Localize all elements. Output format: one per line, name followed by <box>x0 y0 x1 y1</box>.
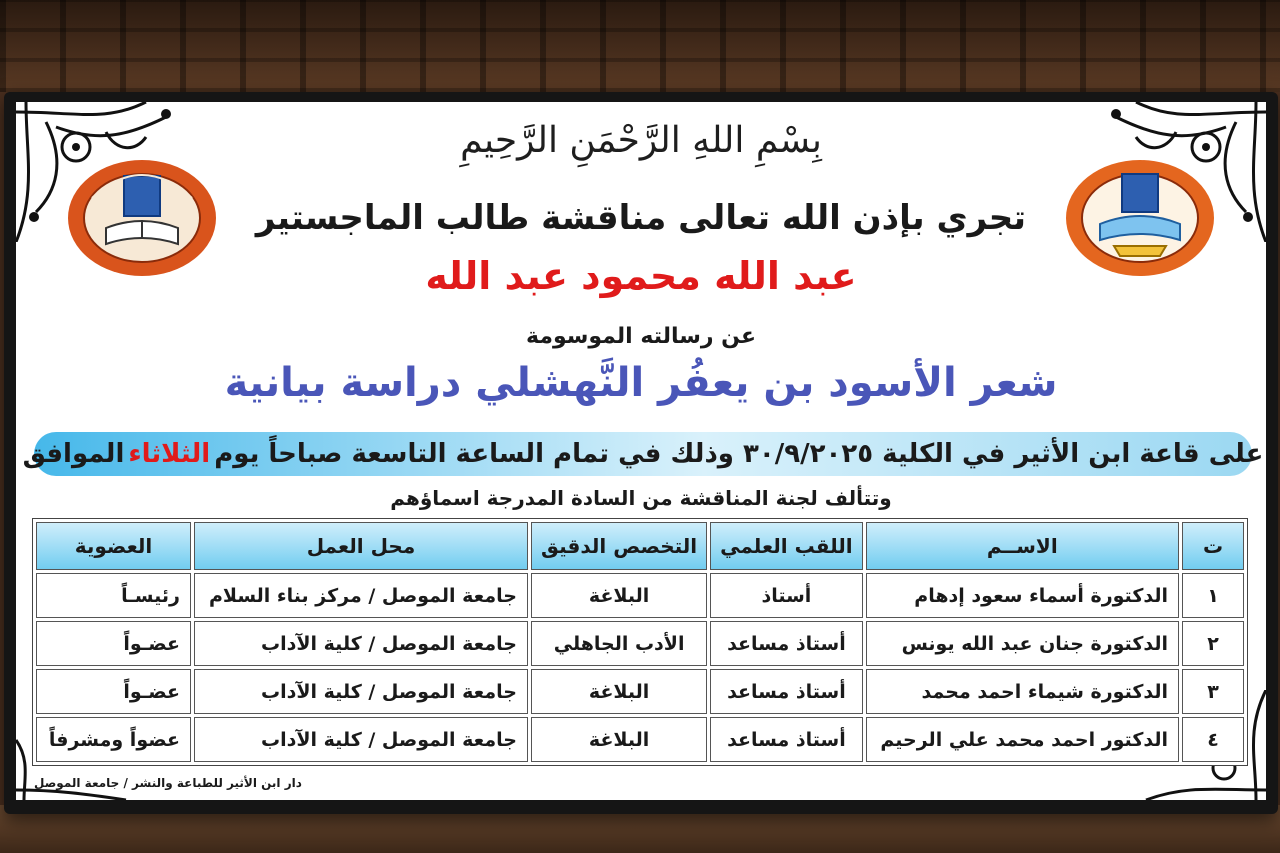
venue-bar <box>22 432 1264 476</box>
header-spec: التخصص الدقيق <box>531 522 707 570</box>
cell-work: جامعة الموصل / مركز بناء السلام <box>194 573 528 618</box>
cell-role: عضواً ومشرفاً <box>36 717 191 762</box>
header-role: العضوية <box>36 522 191 570</box>
cell-spec: البلاغة <box>531 573 707 618</box>
cell-title: أستاذ مساعد <box>710 621 862 666</box>
venue-text-hall: على قاعة ابن الأثير في الكلية <box>882 439 1264 469</box>
cell-title: أستاذ <box>710 573 862 618</box>
cell-work: جامعة الموصل / كلية الآداب <box>194 669 528 714</box>
venue-text-time: وذلك في تمام الساعة التاسعة صباحاً يوم <box>214 439 734 469</box>
cell-work: جامعة الموصل / كلية الآداب <box>194 621 528 666</box>
cell-title: أستاذ مساعد <box>710 717 862 762</box>
header-work: محل العمل <box>194 522 528 570</box>
cell-num: ٣ <box>1182 669 1244 714</box>
cell-role: رئيسـاً <box>36 573 191 618</box>
cell-num: ١ <box>1182 573 1244 618</box>
thesis-intro: عن رسالته الموسومة <box>525 324 757 349</box>
ceiling-background <box>0 0 1280 92</box>
cell-spec: الأدب الجاهلي <box>531 621 707 666</box>
header-name: الاســم <box>866 522 1179 570</box>
cell-name: الدكتورة أسماء سعود إدهام <box>866 573 1179 618</box>
cell-work: جامعة الموصل / كلية الآداب <box>194 717 528 762</box>
table-header-row <box>36 522 1244 570</box>
venue-day: الثلاثاء <box>128 439 211 469</box>
table-row <box>36 621 1244 666</box>
header-num: ت <box>1182 522 1244 570</box>
announcement-screen <box>16 102 1266 800</box>
footer-credit: دار ابن الأثير للطباعة والنشر / جامعة الموصل <box>34 776 302 790</box>
table-row <box>36 573 1244 618</box>
student-name: عبد الله محمود عبد الله <box>425 254 857 298</box>
announcement-line: تجري بإذن الله تعالى مناقشة طالب الماجستير <box>255 198 1027 238</box>
table-row <box>36 717 1244 762</box>
cell-role: عضـواً <box>36 669 191 714</box>
cell-name: الدكتورة شيماء احمد محمد <box>866 669 1179 714</box>
header-title: اللقب العلمي <box>710 522 862 570</box>
committee-table <box>32 518 1248 766</box>
committee-intro: وتتألف لجنة المناقشة من السادة المدرجة اسماؤهم <box>390 486 892 510</box>
cell-num: ٤ <box>1182 717 1244 762</box>
cell-name: الدكتورة جنان عبد الله يونس <box>866 621 1179 666</box>
cell-name: الدكتور احمد محمد علي الرحيم <box>866 717 1179 762</box>
cell-num: ٢ <box>1182 621 1244 666</box>
cell-title: أستاذ مساعد <box>710 669 862 714</box>
venue-text-agreed: الموافق <box>22 439 125 469</box>
cell-role: عضـواً <box>36 621 191 666</box>
cell-spec: البلاغة <box>531 669 707 714</box>
basmala-heading: بِسْمِ اللهِ الرَّحْمَنِ الرَّحِيمِ <box>460 120 822 161</box>
venue-date: ٣٠/٩/٢٠٢٥ <box>743 439 874 469</box>
table-row <box>36 669 1244 714</box>
cell-spec: البلاغة <box>531 717 707 762</box>
thesis-title: شعر الأسود بن يعفُر النَّهشلي دراسة بيانية <box>224 360 1058 406</box>
tv-frame <box>4 92 1278 814</box>
